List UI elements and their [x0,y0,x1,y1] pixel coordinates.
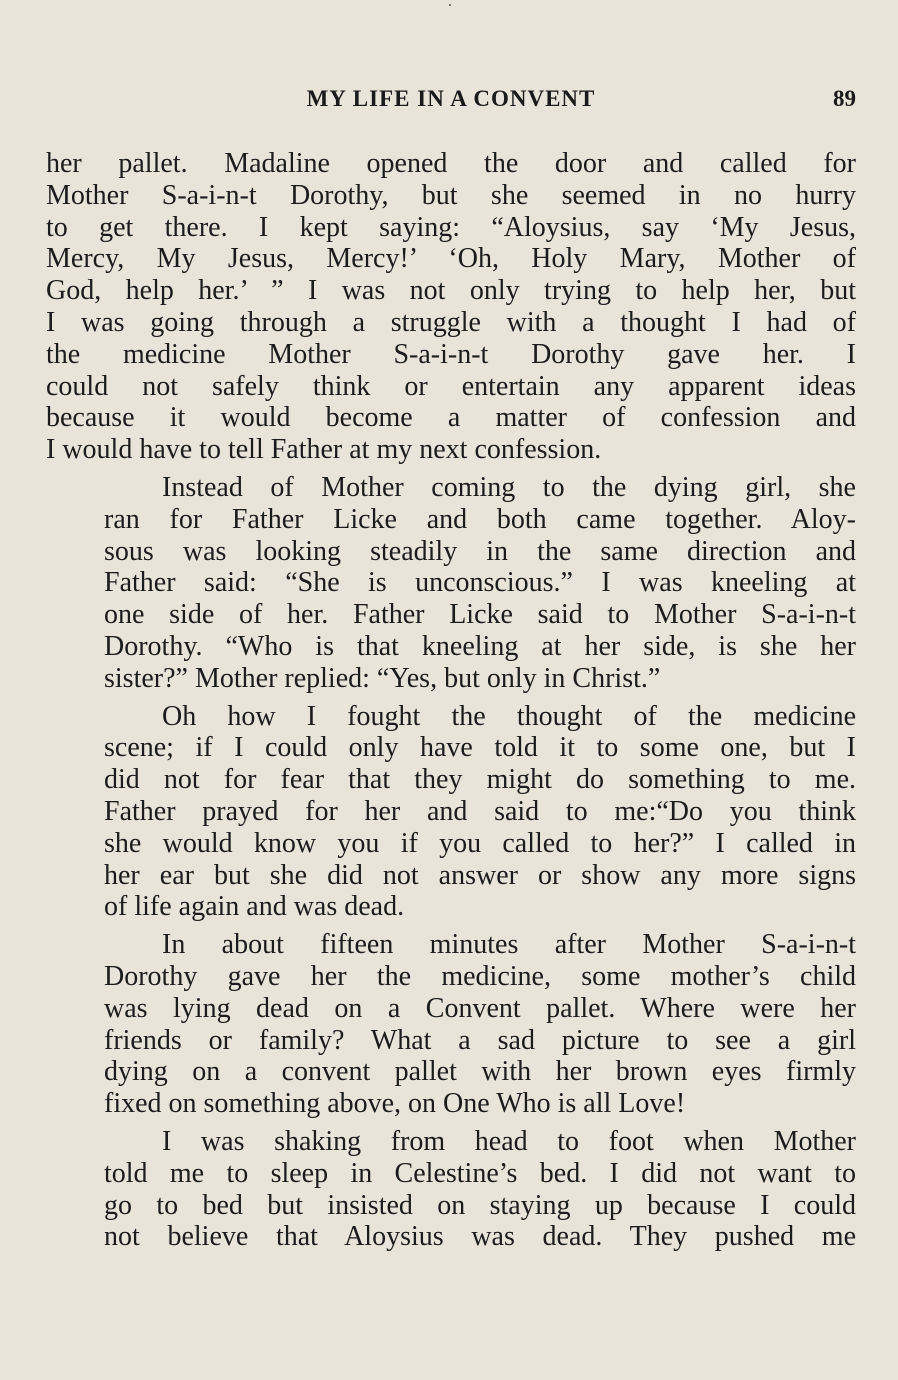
text-line: Dorothy gave her the medicine, some mother’s child [104,960,856,992]
print-speck [449,4,451,6]
text-line: Dorothy. “Who is that kneeling at her side, is she her [104,630,856,662]
text-line: not believe that Aloysius was dead. They pushed me [104,1221,856,1253]
text-line: did not for fear that they might do something to me. [104,764,856,796]
text-line: she would know you if you called to her?” I called in [104,827,856,859]
text-line: dying on a convent pallet with her brown eyes firmly [104,1056,856,1088]
text-line: of life again and was dead. [104,891,405,923]
body-text [46,148,856,1259]
text-line: fixed on something above, on One Who is all Love! [104,1088,686,1120]
paragraph-1 [46,148,856,466]
text-line: because it would become a matter of confession and [46,402,856,434]
paragraph-4 [46,929,856,1120]
text-line: go to bed but insisted on staying up because I could [104,1189,856,1221]
text-line: Mercy, My Jesus, Mercy!’ ‘Oh, Holy Mary, Mother of [46,243,856,275]
text-line: I was going through a struggle with a thought I had of [46,306,856,338]
text-line: Instead of Mother coming to the dying girl, she [162,471,856,503]
text-line: friends or family? What a sad picture to see a girl [104,1024,856,1056]
text-line: sister?” Mother replied: “Yes, but only in Christ.” [104,662,661,694]
text-line: to get there. I kept saying: “Aloysius, say ‘My Jesus, [46,211,856,243]
page-number: 89 [833,86,856,111]
text-line: told me to sleep in Celestine’s bed. I did not want to [104,1157,856,1189]
paragraph-3 [46,701,856,924]
text-line: God, help her.’ ” I was not only trying to help her, but [46,275,856,307]
text-line: ran for Father Licke and both came together. Aloy- [104,503,856,535]
text-line: could not safely think or entertain any apparent ideas [46,370,856,402]
text-line: Oh how I fought the thought of the medicine [162,700,856,732]
text-line: scene; if I could only have told it to some one, but I [104,732,856,764]
text-line: In about fifteen minutes after Mother S-a-i-n-t [162,929,856,961]
text-line: her ear but she did not answer or show any more signs [104,859,856,891]
text-line: her pallet. Madaline opened the door and called for [46,148,856,179]
text-line: Mother S-a-i-n-t Dorothy, but she seemed in no hurry [46,179,856,211]
text-line: Father prayed for her and said to me:“Do you think [104,795,856,827]
text-line: the medicine Mother S-a-i-n-t Dorothy gave her. I [46,338,856,370]
text-line: Father said: “She is unconscious.” I was kneeling at [104,567,856,599]
text-line: sous was looking steadily in the same direction and [104,535,856,567]
running-header [46,86,856,114]
text-line: I would have to tell Father at my next confession. [46,434,602,466]
running-title: MY LIFE IN A CONVENT [306,86,596,111]
text-line: one side of her. Father Licke said to Mother S-a-i-n-t [104,599,856,631]
paragraph-5 [46,1126,856,1253]
text-line: I was shaking from head to foot when Mother [162,1125,856,1157]
text-line: was lying dead on a Convent pallet. Where were her [104,992,856,1024]
paragraph-2 [46,472,856,695]
